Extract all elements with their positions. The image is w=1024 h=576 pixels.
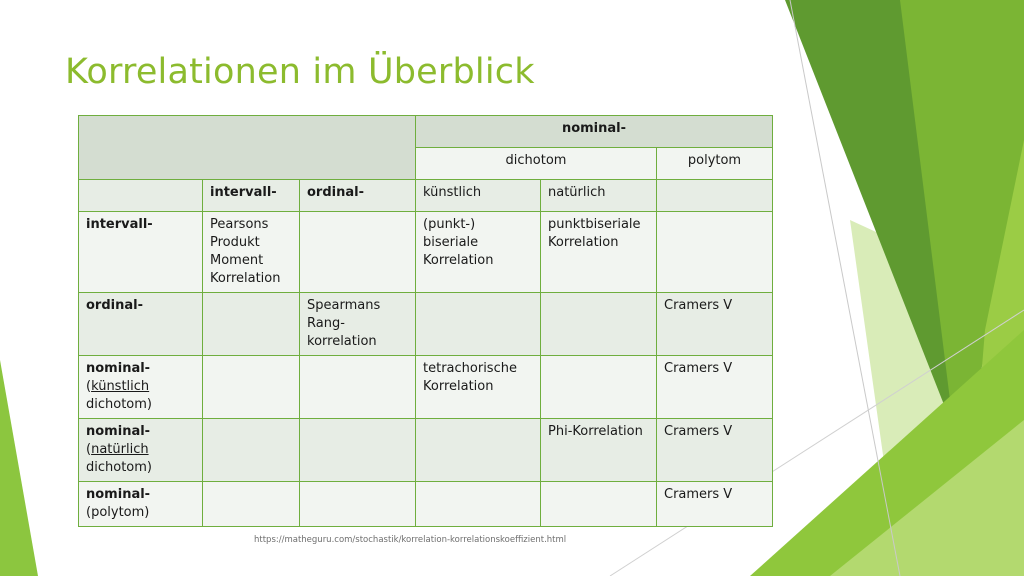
table-row: [79, 180, 773, 212]
page-title: Korrelationen im Überblick: [65, 52, 535, 92]
underlined-term: natürlich: [91, 442, 149, 457]
table-cell: [300, 356, 416, 419]
header-empty-cell: [657, 180, 773, 212]
table-row: [79, 116, 773, 148]
table-cell: [203, 482, 300, 527]
table-cell: Phi-Korrelation: [541, 419, 657, 482]
row-label: intervall-: [79, 212, 203, 293]
header-ordinal: ordinal-: [300, 180, 416, 212]
table-cell: [300, 419, 416, 482]
table-row: [79, 293, 773, 356]
table-cell: Pearsons Produkt Moment Korrelation: [203, 212, 300, 293]
header-polytom: polytom: [657, 148, 773, 180]
table-cell: [203, 419, 300, 482]
table-cell: [416, 293, 541, 356]
table-cell: Cramers V: [657, 293, 773, 356]
row-label: nominal- (natürlich dichotom): [79, 419, 203, 482]
table-row: [79, 482, 773, 527]
row-label: ordinal-: [79, 293, 203, 356]
table-cell: [300, 212, 416, 293]
table-cell: [203, 293, 300, 356]
table-cell: [203, 356, 300, 419]
table-corner-cell: [79, 116, 416, 180]
table-cell: [300, 482, 416, 527]
table-cell: Cramers V: [657, 419, 773, 482]
table-row: [79, 212, 773, 293]
table-row: [79, 356, 773, 419]
header-empty-cell: [79, 180, 203, 212]
underlined-term: künstlich: [91, 379, 150, 394]
left-green-wedge: [0, 360, 38, 576]
header-nominal: nominal-: [416, 116, 773, 148]
table-cell: [541, 482, 657, 527]
table-row: [79, 419, 773, 482]
table-cell: Spearmans Rang- korrelation: [300, 293, 416, 356]
header-kuenstlich: künstlich: [416, 180, 541, 212]
table-cell: punktbiseriale Korrelation: [541, 212, 657, 293]
table-cell: Cramers V: [657, 482, 773, 527]
table-cell: (punkt-) biseriale Korrelation: [416, 212, 541, 293]
row-label: nominal- (künstlich dichotom): [79, 356, 203, 419]
table-cell: [416, 482, 541, 527]
header-natuerlich: natürlich: [541, 180, 657, 212]
row-label: nominal- (polytom): [79, 482, 203, 527]
table-cell: [657, 212, 773, 293]
header-intervall: intervall-: [203, 180, 300, 212]
header-dichotom: dichotom: [416, 148, 657, 180]
table-cell: [541, 293, 657, 356]
table-cell: [416, 419, 541, 482]
source-link[interactable]: https://matheguru.com/stochastik/korrelation-korrelationskoeffizient.html: [254, 535, 567, 545]
correlation-table: [78, 115, 773, 527]
table-cell: Cramers V: [657, 356, 773, 419]
table-cell: tetrachorische Korrelation: [416, 356, 541, 419]
table-cell: [541, 356, 657, 419]
